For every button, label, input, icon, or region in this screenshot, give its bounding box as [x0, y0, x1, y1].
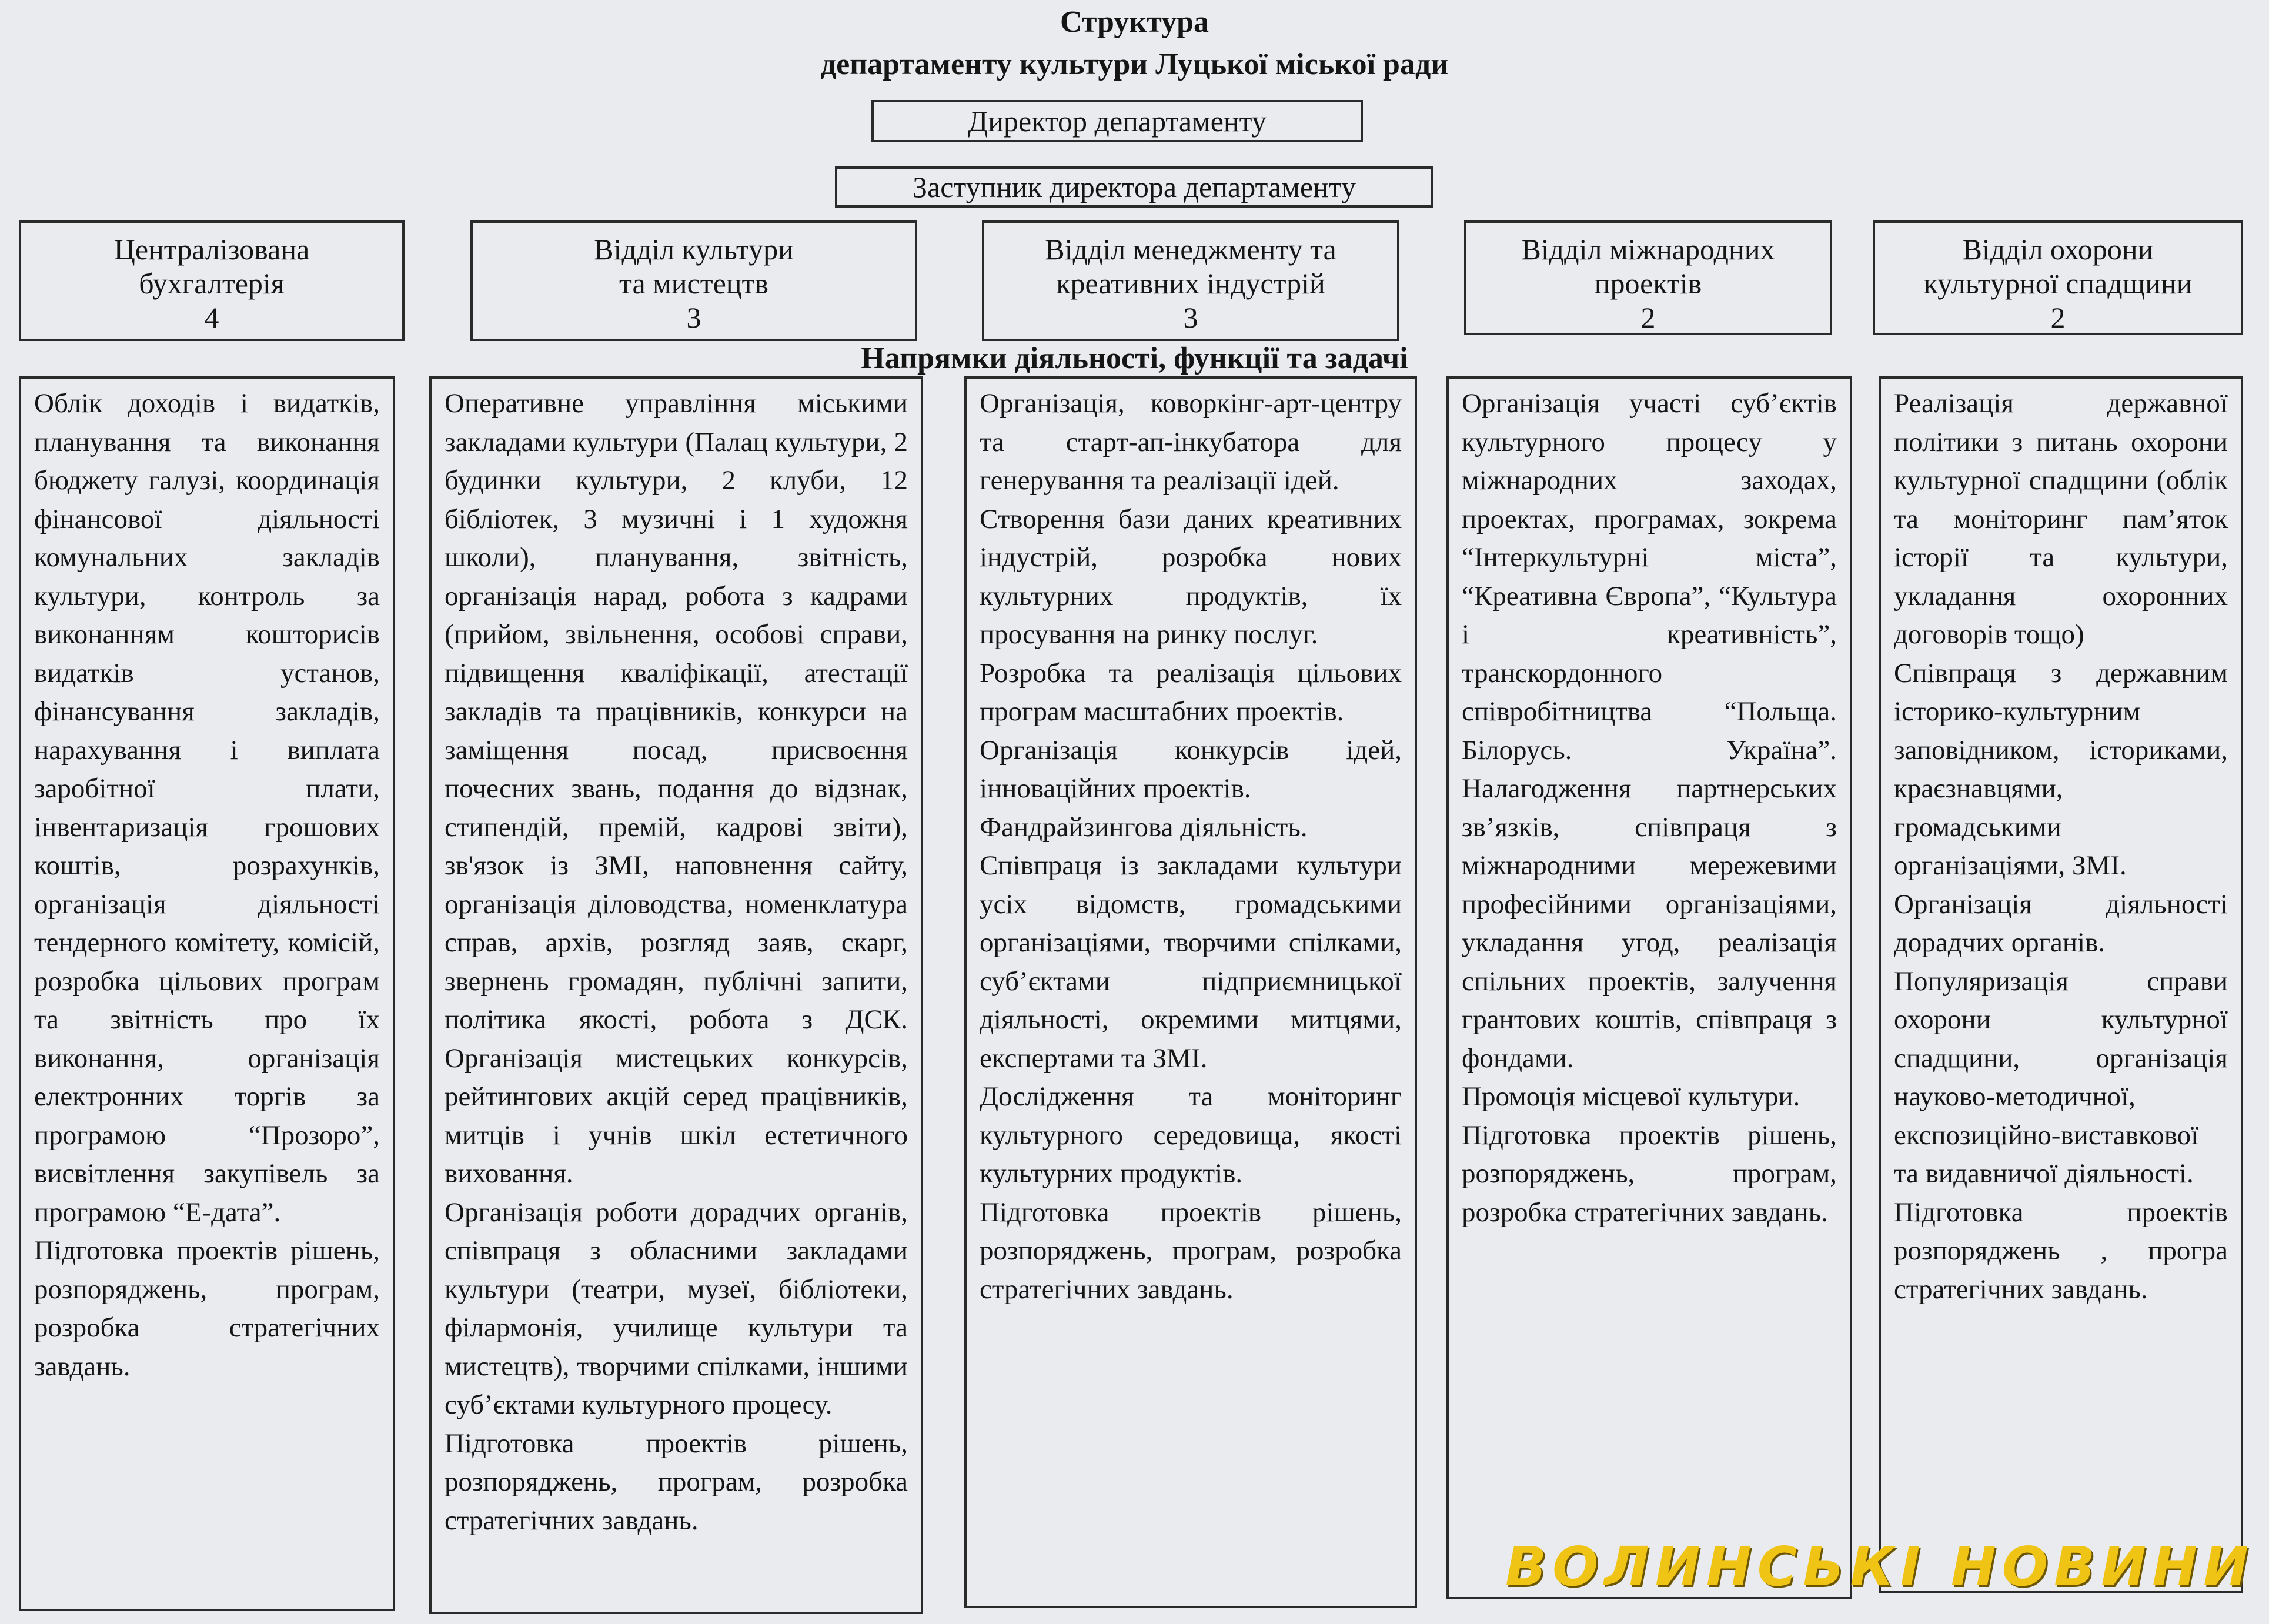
department-box-culture-arts: [470, 220, 917, 341]
department-name-line2: культурної спадщини: [1923, 267, 2193, 300]
department-box-management-creative: [982, 220, 1399, 341]
function-paragraph: Реалізація державної політики з питань охорони культурної спадщини (облік та моніторинг пам’яток історії та культури, укладання охоронних договорів тощо): [1894, 388, 2228, 650]
department-staff-count: 2: [1640, 301, 1656, 334]
department-name-line1: Централізована: [113, 233, 310, 266]
function-paragraph: Підготовка проектів розпоряджень , програ стратегічних завдань.: [1894, 1197, 2228, 1305]
deputy-director-box: Заступник директора департаменту: [835, 166, 1433, 208]
department-staff-count: 4: [204, 301, 219, 334]
department-name-line1: Відділ охорони: [1962, 233, 2154, 266]
function-paragraph: Розробка та реалізація цільових програм масштабних проектів.: [980, 657, 1402, 727]
department-name-line2: креативних індустрій: [1056, 267, 1325, 300]
function-paragraph: Співпраця із закладами культури усіх відомств, громадськими організаціями, творчими спілками, суб’єктами підприємницької діяльності, окремими митцями, експертами та ЗМІ.: [980, 850, 1402, 1074]
department-staff-count: 3: [686, 301, 701, 334]
department-name-line2: проектів: [1594, 267, 1702, 300]
function-paragraph: Облік доходів і видатків, планування та виконання бюджету галузі, координація фінансової діяльності комунальних закладів культури, контроль за виконанням кошторисів видатків установ, фінансування закладів, нарахування і виплата заробітної плати, інвентаризація грошових коштів, розрахунків, організація діяльності тендерного комітету, комісій, розробка цільових програм та звітність про їх виконання, організація електронних торгів за програмою “Прозоро”, висвітлення закупівель за програмою “Е-дата”.: [34, 388, 380, 1228]
watermark-logo: ВОЛИНСЬКІ НОВИНИ: [1505, 1535, 2255, 1598]
function-paragraph: Створення бази даних креативних індустрій, розробка нових культурних продуктів, їх просування на ринку послуг.: [980, 503, 1402, 650]
function-paragraph: Підготовка проектів рішень, розпоряджень, програм, розробка стратегічних завдань.: [34, 1235, 380, 1382]
function-paragraph: Організація участі суб’єктів культурного процесу у міжнародних заходах, проектах, програмах, зокрема “Інтеркультурні міста”, “Креативна Європа”, “Культура і креативність”, транскордонного співробітництва “Польща. Білорусь. Україна”. Налагодження партнерських зв’язків, співпраця з міжнародними мережевими професійними організаціями, укладання угод, реалізація спільних проектів, залучення грантових коштів, співпраця з фондами.: [1462, 388, 1837, 1074]
function-paragraph: Організація, коворкінг-арт-центру та старт-ап-інкубатора для генерування та реалізації ідей.: [980, 388, 1402, 496]
function-paragraph: Організація діяльності дорадчих органів.: [1894, 888, 2228, 958]
function-paragraph: Оперативне управління міськими закладами культури (Палац культури, 2 будинки культури, 2 клуби, 12 бібліотек, 3 музичні і 1 художня школи), планування, звітність, організація нарад, робота з кадрами (прийом, звільнення, особові справи, підвищення кваліфікації, атестації закладів та працівників, конкурси на заміщення посад, присвоєння почесних звань, подання до відзнак, стипендій, премій, кадрові звіти), зв'язок із ЗМІ, наповнення сайту, організація діловодства, номенклатура справ, архів, розгляд заяв, скарг, звернень громадян, публічні запити, політика якості, робота з ДСК. Організація мистецьких конкурсів, рейтингових акцій серед працівників, митців і учнів шкіл естетичного виховання.: [445, 388, 908, 1189]
department-name-line1: Відділ культури: [594, 233, 794, 266]
function-paragraph: Співпраця з державним історико-культурним заповідником, істориками, краєзнавцями, громадськими організаціями, ЗМІ.: [1894, 657, 2228, 881]
functions-column-international: [1446, 376, 1852, 1599]
function-paragraph: Підготовка проектів рішень, розпоряджень, програм, розробка стратегічних завдань.: [445, 1428, 908, 1536]
department-name-line2: та мистецтв: [619, 267, 768, 300]
document-title-line2: департаменту культури Луцької міської ради: [820, 48, 1449, 81]
functions-column-heritage: [1879, 376, 2243, 1593]
document-title-line1: Структура: [1060, 5, 1209, 39]
department-name-line2: бухгалтерія: [139, 267, 285, 300]
directions-heading: Напрямки діяльності, функції та задачі: [861, 342, 1408, 375]
function-paragraph: Фандрайзингова діяльність.: [980, 811, 1308, 843]
department-staff-count: 3: [1183, 301, 1198, 334]
function-paragraph: Дослідження та моніторинг культурного середовища, якості культурних продуктів.: [980, 1081, 1402, 1189]
function-paragraph: Промоція місцевої культури.: [1462, 1081, 1800, 1112]
department-name-line1: Відділ менеджменту та: [1045, 233, 1336, 266]
functions-column-accounting: [19, 376, 395, 1611]
department-box-accounting: [19, 220, 405, 341]
department-box-heritage: [1873, 220, 2243, 335]
department-staff-count: 2: [2050, 301, 2066, 334]
function-paragraph: Організація конкурсів ідей, інноваційних проектів.: [980, 734, 1402, 804]
function-paragraph: Популяризація справи охорони культурної спадщини, організація науково-методичної, експозиційно-виставкової та видавничої діяльності.: [1894, 965, 2228, 1189]
functions-column-management-creative: [964, 376, 1417, 1608]
functions-column-culture-arts: [429, 376, 923, 1614]
director-box: Директор департаменту: [871, 100, 1363, 142]
function-paragraph: Підготовка проектів рішень, розпоряджень, програм, розробка стратегічних завдань.: [1462, 1120, 1837, 1228]
function-paragraph: Підготовка проектів рішень, розпоряджень, програм, розробка стратегічних завдань.: [980, 1197, 1402, 1305]
function-paragraph: Організація роботи дорадчих органів, співпраця з обласними закладами культури (театри, музеї, бібліотеки, філармонія, училище культури та мистецтв), творчими спілками, іншими суб’єктами культурного процесу.: [445, 1197, 908, 1420]
department-box-international: [1464, 220, 1832, 335]
department-name-line1: Відділ міжнародних: [1521, 233, 1775, 266]
